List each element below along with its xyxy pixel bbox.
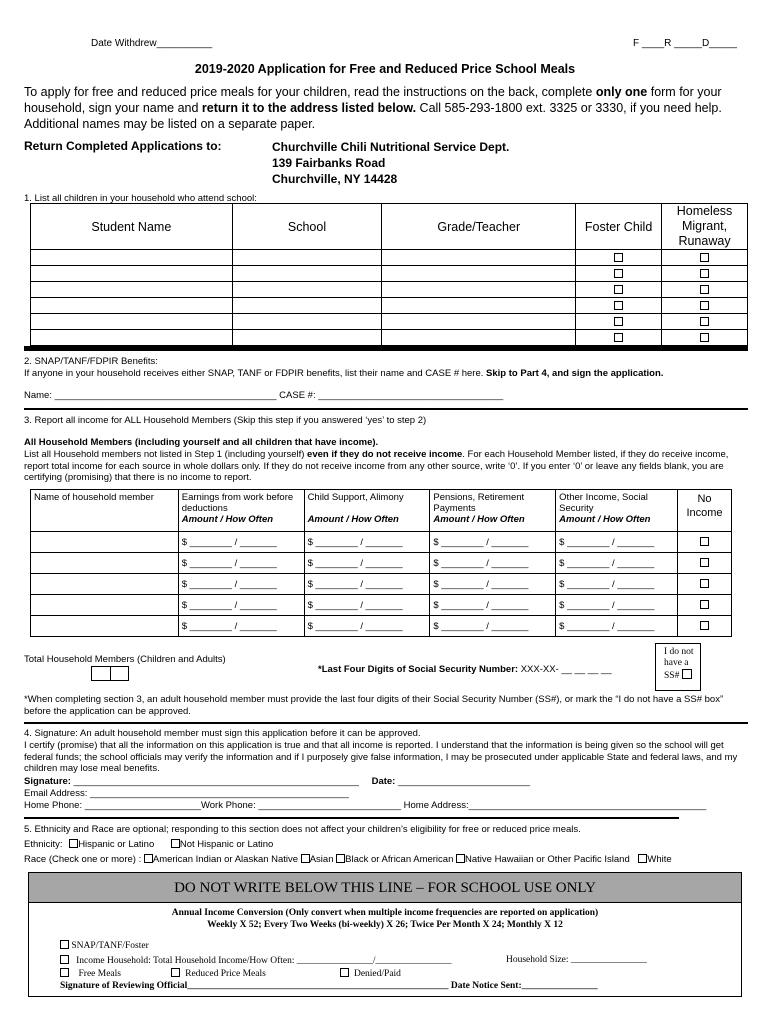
table-row <box>31 266 748 282</box>
child-support-cell[interactable]: $ ________ / _______ <box>304 574 430 595</box>
section-divider <box>24 722 748 724</box>
table-row <box>31 298 748 314</box>
no-ssn-checkbox[interactable] <box>682 669 692 679</box>
section4-heading: 4. Signature: An adult household member must sign this application before it can be approved. <box>24 728 421 739</box>
no-income-checkbox[interactable] <box>700 537 709 546</box>
member-name-cell[interactable] <box>31 616 179 637</box>
grade-cell[interactable] <box>382 250 576 266</box>
return-label: Return Completed Applications to: <box>24 139 222 153</box>
col-member-name: Name of household member <box>31 490 179 532</box>
section-divider <box>24 346 748 351</box>
table-row <box>31 595 732 616</box>
table-row <box>31 616 732 637</box>
child-support-cell[interactable]: $ ________ / _______ <box>304 616 430 637</box>
page-title: 2019-2020 Application for Free and Reduced Price School Meals <box>194 62 576 76</box>
return-address: Churchville Chili Nutritional Service Dept. 139 Fairbanks Road Churchville, NY 14428 <box>272 140 510 186</box>
determination-row: Free Meals Reduced Price Meals Denied/Paid <box>60 968 401 979</box>
school-cell[interactable] <box>232 298 382 314</box>
col-student-name: Student Name <box>31 204 233 250</box>
homeless-checkbox[interactable] <box>700 269 709 278</box>
homeless-checkbox[interactable] <box>700 301 709 310</box>
school-cell[interactable] <box>232 250 382 266</box>
school-cell[interactable] <box>232 266 382 282</box>
phone-address-row[interactable]: Home Phone: ______________________Work Phone: ___________________________ Home Address:_____________________________________________ <box>24 800 707 811</box>
col-school: School <box>232 204 382 250</box>
student-name-cell[interactable] <box>31 298 233 314</box>
earnings-cell[interactable]: $ ________ / _______ <box>178 574 304 595</box>
school-cell[interactable] <box>232 330 382 346</box>
student-name-cell[interactable] <box>31 314 233 330</box>
conversion-info: Annual Income Conversion (Only convert when multiple income frequencies are reported on application) Weekly X 52; Every Two Weeks (bi-weekly) X 26; Twice Per Month X 24; Monthly X 12 <box>171 908 599 930</box>
school-cell[interactable] <box>232 282 382 298</box>
student-name-cell[interactable] <box>31 330 233 346</box>
foster-checkbox[interactable] <box>614 269 623 278</box>
ssn-row: *Last Four Digits of Social Security Number: XXX-XX- __ __ __ __ <box>318 664 612 675</box>
no-income-checkbox[interactable] <box>700 579 709 588</box>
other-income-cell[interactable]: $ ________ / _______ <box>556 616 678 637</box>
section3-instructions: List all Household members not listed in Step 1 (including yourself) even if they do not receive income. For each Household Member listed, if they do receive income, report total income for each source in whole dollars only. If they do not receive income from any other source, write ‘0’. If you enter ‘0’ or leave any fields blank, you are certifying (promising) that there is no income to report. <box>24 449 729 483</box>
certify-text: I certify (promise) that all the information on this application is true and that all income is reported. I understand that the information is being given so the school will get federal funds; the school officials may verify the information and if I purposely give false information, I may be prosecuted under applicable State and federal laws, and my children may lose meal benefits. <box>24 740 738 774</box>
date-withdrew: Date Withdrew__________ <box>91 38 213 49</box>
col-foster-child: Foster Child <box>576 204 662 250</box>
earnings-cell[interactable]: $ ________ / _______ <box>178 595 304 616</box>
grade-cell[interactable] <box>382 282 576 298</box>
col-grade-teacher: Grade/Teacher <box>382 204 576 250</box>
section-divider <box>24 408 748 410</box>
table-row <box>31 532 732 553</box>
foster-checkbox[interactable] <box>614 317 623 326</box>
pensions-cell[interactable]: $ ________ / _______ <box>430 616 556 637</box>
asian-checkbox[interactable] <box>301 854 310 863</box>
col-pensions: Pensions, Retirement Payments Amount / How Often <box>430 490 556 532</box>
official-signature-row: Signature of Reviewing Official_______________________________________________________ Date Notice Sent:________________ <box>60 981 598 991</box>
grade-cell[interactable] <box>382 298 576 314</box>
col-earnings: Earnings from work before deductions Amount / How Often <box>178 490 304 532</box>
no-income-checkbox[interactable] <box>700 621 709 630</box>
ethnicity-row: Ethnicity: Hispanic or Latino Not Hispanic or Latino <box>24 839 274 850</box>
member-name-cell[interactable] <box>31 553 179 574</box>
table-row <box>31 553 732 574</box>
date-notice-field[interactable]: ________________ <box>521 981 598 991</box>
member-name-cell[interactable] <box>31 532 179 553</box>
member-name-cell[interactable] <box>31 574 179 595</box>
no-income-checkbox[interactable] <box>700 600 709 609</box>
section2-heading: 2. SNAP/TANF/FDPIR Benefits: <box>24 356 158 367</box>
table-row <box>31 314 748 330</box>
ssn-field[interactable]: XXX-XX- __ __ __ __ <box>520 664 612 675</box>
email-field[interactable]: Email Address: _________________________________________________ <box>24 788 349 799</box>
pensions-cell[interactable]: $ ________ / _______ <box>430 532 556 553</box>
col-child-support: Child Support, Alimony Amount / How Often <box>304 490 430 532</box>
hispanic-checkbox[interactable] <box>69 839 78 848</box>
snap-row: SNAP/TANF/Foster <box>60 940 149 951</box>
income-household-row: Income Household: Total Household Income/How Often: ________________/________________ <box>60 955 452 966</box>
signature-row: Signature: ______________________________________________________ Date: _________________________ <box>24 776 531 787</box>
race-row: Race (Check one or more) : American Indian or Alaskan Native Asian Black or African American Native Hawaiian or Other Pacific Island White <box>24 854 672 865</box>
ssn-note: *When completing section 3, an adult household member must provide the last four digits of their Social Security Number (SS#), or mark the “I do not have a SS# box” before the application can be approved. <box>24 694 724 717</box>
pensions-cell[interactable]: $ ________ / _______ <box>430 553 556 574</box>
pensions-cell[interactable]: $ ________ / _______ <box>430 595 556 616</box>
signature-field[interactable]: ______________________________________________________ <box>73 776 359 787</box>
american-indian-checkbox[interactable] <box>144 854 153 863</box>
denied-checkbox[interactable] <box>340 968 349 977</box>
date-field[interactable]: _________________________ <box>397 776 531 787</box>
hawaiian-checkbox[interactable] <box>456 854 465 863</box>
student-name-cell[interactable] <box>31 250 233 266</box>
frd-codes: F ____R _____D_____ <box>633 38 737 49</box>
child-support-cell[interactable]: $ ________ / _______ <box>304 532 430 553</box>
child-support-cell[interactable]: $ ________ / _______ <box>304 553 430 574</box>
table-row <box>31 250 748 266</box>
household-size[interactable]: Household Size: ________________ <box>506 955 647 965</box>
pensions-cell[interactable]: $ ________ / _______ <box>430 574 556 595</box>
school-use-banner: DO NOT WRITE BELOW THIS LINE – FOR SCHOOL USE ONLY <box>29 873 741 903</box>
total-members-box[interactable] <box>91 666 129 681</box>
no-ssn-box: I do not have a SS# <box>655 643 701 691</box>
reduced-checkbox[interactable] <box>171 968 180 977</box>
grade-cell[interactable] <box>382 266 576 282</box>
section5-heading: 5. Ethnicity and Race are optional; responding to this section does not affect your children’s eligibility for free or reduced price meals. <box>24 824 581 835</box>
earnings-cell[interactable]: $ ________ / _______ <box>178 616 304 637</box>
school-cell[interactable] <box>232 314 382 330</box>
total-members-label: Total Household Members (Children and Adults) <box>24 654 226 665</box>
child-support-cell[interactable]: $ ________ / _______ <box>304 595 430 616</box>
other-income-cell[interactable]: $ ________ / _______ <box>556 532 678 553</box>
earnings-cell[interactable]: $ ________ / _______ <box>178 553 304 574</box>
other-income-cell[interactable]: $ ________ / _______ <box>556 553 678 574</box>
official-signature-field[interactable]: _______________________________________________________ <box>187 981 449 991</box>
foster-checkbox[interactable] <box>614 301 623 310</box>
grade-cell[interactable] <box>382 330 576 346</box>
member-name-cell[interactable] <box>31 595 179 616</box>
table-row <box>31 282 748 298</box>
student-name-cell[interactable] <box>31 282 233 298</box>
snap-name-case[interactable]: Name: __________________________________________ CASE #: ___________________________________ <box>24 390 504 401</box>
table-row <box>31 330 748 346</box>
homeless-checkbox[interactable] <box>700 253 709 262</box>
col-no-income: No Income <box>677 490 731 532</box>
other-income-cell[interactable]: $ ________ / _______ <box>556 574 678 595</box>
snap-checkbox[interactable] <box>60 940 69 949</box>
student-name-cell[interactable] <box>31 266 233 282</box>
foster-checkbox[interactable] <box>614 333 623 342</box>
not-hispanic-checkbox[interactable] <box>171 839 180 848</box>
foster-checkbox[interactable] <box>614 253 623 262</box>
intro-paragraph: To apply for free and reduced price meals for your children, read the instructions on the back, complete only one form for your household, sign your name and return it to the address listed below. Call 585-293-1800 ext. 3325 or 3330, if you need help. Additional names may be listed on a separate paper. <box>24 85 722 131</box>
col-other-income: Other Income, Social Security Amount / How Often <box>556 490 678 532</box>
homeless-checkbox[interactable] <box>700 285 709 294</box>
table-row <box>31 574 732 595</box>
section1-heading: 1. List all children in your household who attend school: <box>24 193 257 204</box>
earnings-cell[interactable]: $ ________ / _______ <box>178 532 304 553</box>
section3-heading: 3. Report all income for ALL Household Members (Skip this step if you answered ‘yes’ to step 2) <box>24 415 427 426</box>
free-meals-checkbox[interactable] <box>60 968 69 977</box>
income-household-checkbox[interactable] <box>60 955 69 964</box>
col-homeless: Homeless Migrant, Runaway <box>662 204 748 250</box>
black-checkbox[interactable] <box>336 854 345 863</box>
section2-text: If anyone in your household receives either SNAP, TANF or FDPIR benefits, list their name and CASE # here. Skip to Part 4, and sign the application. <box>24 368 664 379</box>
homeless-checkbox[interactable] <box>700 317 709 326</box>
no-income-checkbox[interactable] <box>700 558 709 567</box>
foster-checkbox[interactable] <box>614 285 623 294</box>
income-table <box>30 489 732 637</box>
homeless-checkbox[interactable] <box>700 333 709 342</box>
section3-subheading: All Household Members (including yourself and all children that have income). <box>24 437 379 448</box>
other-income-cell[interactable]: $ ________ / _______ <box>556 595 678 616</box>
children-table <box>30 203 748 346</box>
grade-cell[interactable] <box>382 314 576 330</box>
section-divider <box>24 817 679 819</box>
